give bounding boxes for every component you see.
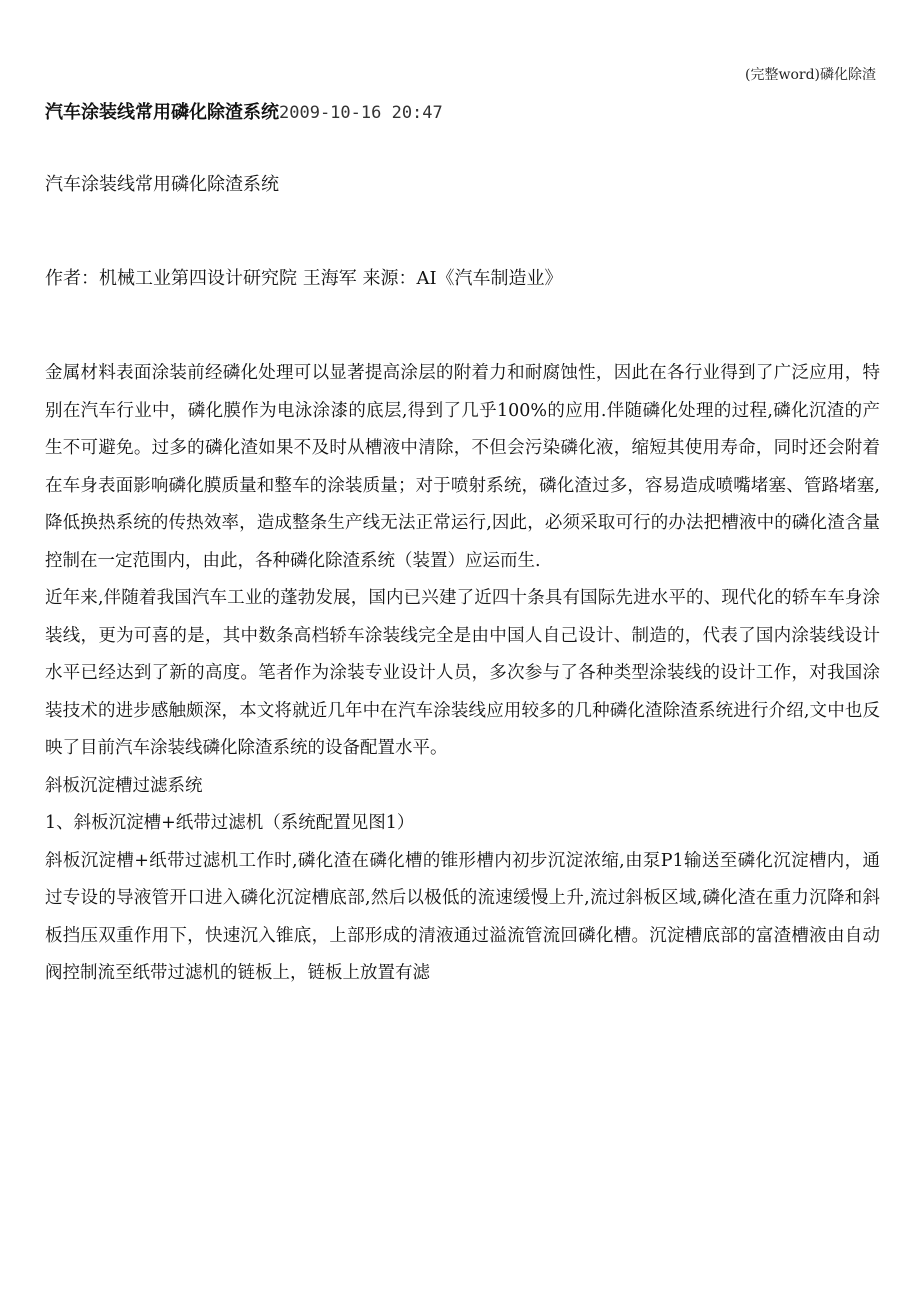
- paragraph-description: 斜板沉淀槽+纸带过滤机工作时,磷化渣在磷化槽的锥形槽内初步沉淀浓缩,由泵P1输送至磷化沉淀槽内，通过专设的导液管开口进入磷化沉淀槽底部,然后以极低的流速缓慢上升,流过斜板区域,磷化渣在重力沉降和斜板挡压双重作用下，快速沉入锥底，上部形成的清液通过溢流管流回磷化槽。沉淀槽底部的富渣槽液由自动阀控制流至纸带过滤机的链板上，链板上放置有滤: [45, 850, 880, 983]
- subsection-heading: 1、斜板沉淀槽+纸带过滤机（系统配置见图1）: [45, 813, 415, 833]
- author-line: 作者：机械工业第四设计研究院 王海军 来源：AI《汽车制造业》: [45, 268, 563, 289]
- document-header-tag: (完整word)磷化除渣: [745, 67, 876, 83]
- paragraph-background: 近年来,伴随着我国汽车工业的蓬勃发展，国内已兴建了近四十条具有国际先进水平的、现代化的轿车车身涂装线，更为可喜的是，其中数条高档轿车涂装线完全是由中国人自己设计、制造的，代表了国内涂装线设计水平已经达到了新的高度。笔者作为涂装专业设计人员，多次参与了各种类型涂装线的设计工作，对我国涂装技术的进步感触颇深，本文将就近几年中在汽车涂装线应用较多的几种磷化渣除渣系统进行介绍,文中也反映了目前汽车涂装线磷化除渣系统的设备配置水平。: [45, 588, 880, 758]
- title-date: 2009-10-16 20:47: [279, 103, 443, 123]
- page-title: [45, 98, 443, 124]
- article-subtitle: 汽车涂装线常用磷化除渣系统: [45, 174, 279, 195]
- section-heading: 斜板沉淀槽过滤系统: [45, 775, 203, 796]
- article-body: [45, 355, 880, 993]
- paragraph-intro: 金属材料表面涂装前经磷化处理可以显著提高涂层的附着力和耐腐蚀性，因此在各行业得到了广泛应用，特别在汽车行业中，磷化膜作为电泳涂漆的底层,得到了几乎100%的应用.伴随磷化处理的过程,磷化沉渣的产生不可避免。过多的磷化渣如果不及时从槽液中清除，不但会污染磷化液，缩短其使用寿命，同时还会附着在车身表面影响磷化膜质量和整车的涂装质量；对于喷射系统，磷化渣过多，容易造成喷嘴堵塞、管路堵塞,降低换热系统的传热效率，造成整条生产线无法正常运行,因此，必须采取可行的办法把槽液中的磷化渣含量控制在一定范围内，由此，各种磷化除渣系统（装置）应运而生.: [45, 363, 880, 571]
- title-text: 汽车涂装线常用磷化除渣系统: [45, 102, 279, 123]
